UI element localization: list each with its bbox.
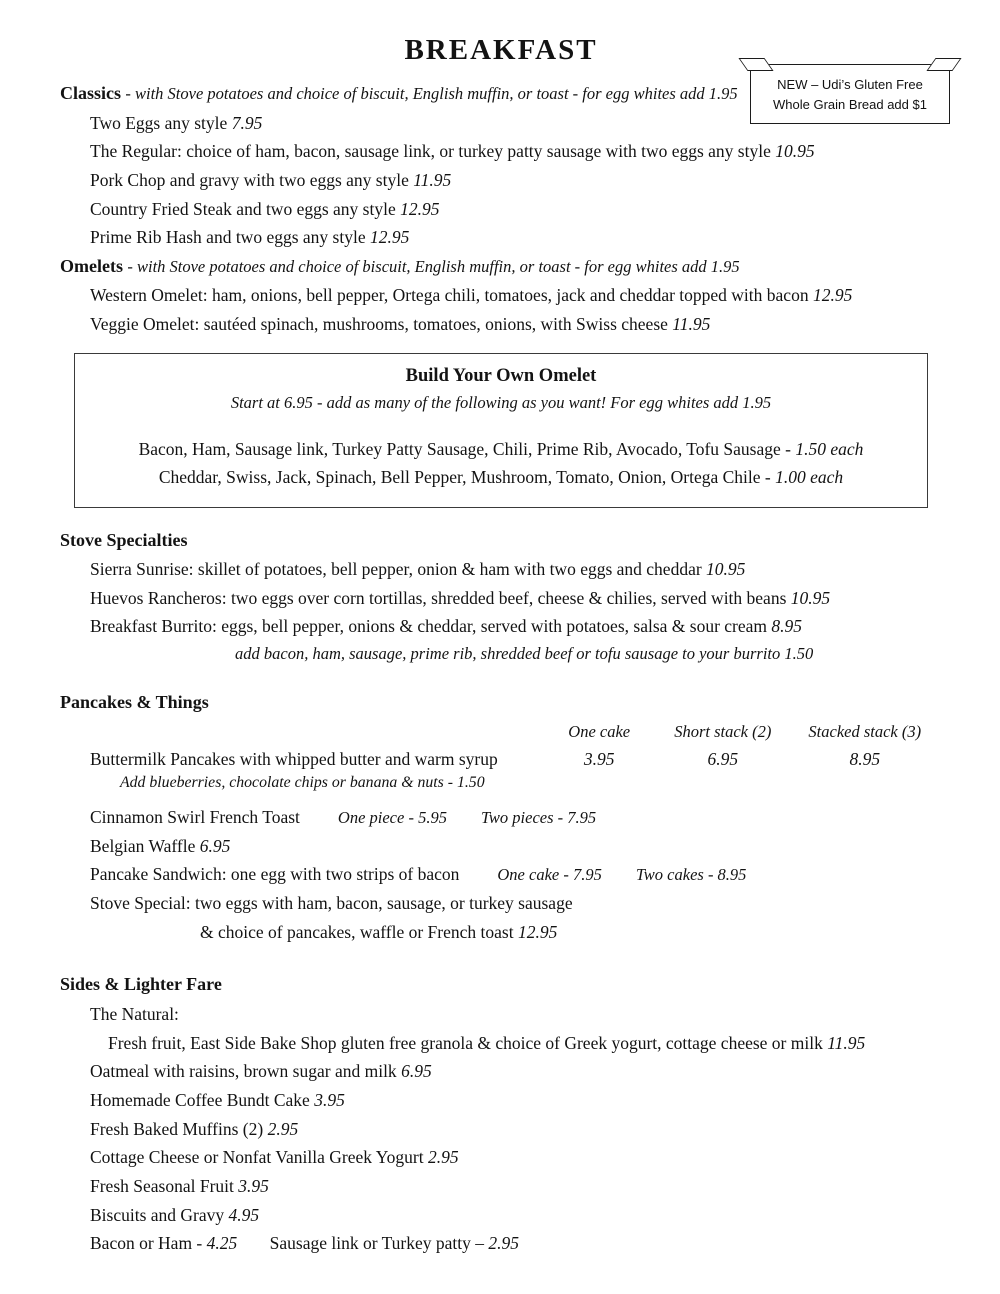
section-heading-stove-specialties: Stove Specialties [60,529,188,550]
item-text: Cottage Cheese or Nonfat Vanilla Greek Yogurt [90,1147,424,1168]
menu-item [90,1201,942,1230]
menu-item-french-toast [90,803,942,832]
menu-item [90,1057,942,1086]
menu-item [90,1086,942,1115]
section-heading-omelets: Omelets [60,255,123,276]
column-one-cake: One cake [568,722,631,742]
classics-note: - with Stove potatoes and choice of biscuit, English muffin, or toast - for egg whites add 1.95 [125,84,738,103]
menu-item [90,1172,942,1201]
banner-line-2: Whole Grain Bread add $1 [773,96,927,112]
item-price: 3.95 [314,1090,345,1111]
item-text: & choice of pancakes, waffle or French toast [200,921,514,942]
item-price: 2.95 [488,1233,520,1254]
item-price: 11.95 [827,1032,866,1053]
item-price: 2.95 [427,1147,459,1168]
item-text: Western Omelet: ham, onions, bell pepper, Ortega chili, tomatoes, jack and cheddar topped with bacon [90,285,809,306]
item-price-one-cake: 3.95 [583,749,615,770]
item-price: 11.95 [413,169,452,190]
menu-item [90,1115,942,1144]
item-price: 12.95 [369,227,410,248]
item-text: Bacon or Ham - [90,1233,203,1254]
menu-item-belgian-waffle [90,832,942,861]
item-text: Biscuits and Gravy [90,1204,225,1225]
item-text: Belgian Waffle [90,835,196,856]
item-price: 6.95 [401,1061,432,1082]
column-stacked-stack: Stacked stack (3) [808,722,922,742]
item-text: Oatmeal with raisins, brown sugar and milk [90,1061,397,1082]
menu-item [90,281,942,310]
addons-price: 1.50 each [795,438,864,459]
item-text: Breakfast Burrito: eggs, bell pepper, onions & cheddar, served with potatoes, salsa & sour cream [90,616,768,637]
addons-text: Bacon, Ham, Sausage link, Turkey Patty Sausage, Chili, Prime Rib, Avocado, Tofu Sausage - [138,438,791,459]
section-heading-pancakes: Pancakes & Things [60,691,209,712]
item-price: 12.95 [400,198,440,219]
section-heading-classics: Classics [60,83,122,103]
item-option-1: One piece - 5.95 [337,808,447,827]
menu-item [90,555,942,584]
omelets-heading-line [60,252,942,282]
item-text: Fresh Baked Muffins (2) [90,1118,264,1139]
item-price: 8.95 [771,616,803,637]
item-text: Huevos Rancheros: two eggs over corn tortillas, shredded beef, cheese & chilies, served with beans [90,587,787,608]
item-text: Cinnamon Swirl French Toast [90,807,300,827]
section-heading-sides: Sides & Lighter Fare [60,974,222,995]
item-price: 10.95 [775,141,815,162]
item-text: The Natural: [90,1003,179,1024]
build-your-own-omelet-box [74,353,928,508]
menu-item-pancake-sandwich [90,860,942,889]
the-natural-description [108,1029,942,1058]
item-price: 2.95 [267,1118,299,1139]
item-price: 4.95 [228,1204,260,1225]
menu-item-stove-special [90,889,942,918]
menu-item [90,223,942,252]
item-text: Homemade Coffee Bundt Cake [90,1090,310,1111]
menu-item [90,310,942,339]
menu-item [90,612,942,641]
box-note: Start at 6.95 - add as many of the following as you want! For egg whites add 1.95 [230,392,772,412]
item-text: Sausage link or Turkey patty – [269,1233,485,1254]
stove-special-continued [200,918,942,947]
item-price: 11.95 [672,314,711,335]
item-text: Fresh Seasonal Fruit [90,1176,234,1197]
banner-line-1: NEW – Udi’s Gluten Free [777,77,923,92]
pancake-price-columns-header [90,719,942,745]
item-text: Sierra Sunrise: skillet of potatoes, bell pepper, onion & ham with two eggs and cheddar [90,559,702,580]
menu-item [90,584,942,613]
menu-item [90,137,942,166]
item-price: 12.95 [517,921,558,942]
item-price: 6.95 [199,835,231,856]
menu-item [90,195,942,224]
menu-item-the-natural [90,1000,942,1029]
buttermilk-addons-note: Add blueberries, chocolate chips or banana & nuts - 1.50 [120,774,485,792]
item-text: Country Fried Steak and two eggs any style [90,198,396,219]
item-text: Two Eggs any style [90,112,228,133]
addons-text: Cheddar, Swiss, Jack, Spinach, Bell Pepper, Mushroom, Tomato, Onion, Ortega Chile - [158,466,771,487]
item-option-2: Two pieces - 7.95 [480,808,597,827]
item-price: 10.95 [790,587,831,608]
burrito-addons-note: add bacon, ham, sausage, prime rib, shredded beef or tofu sausage to your burrito 1.50 [235,644,814,664]
item-price-stacked-stack: 8.95 [849,749,881,770]
gluten-free-banner [750,64,950,124]
item-text: Prime Rib Hash and two eggs any style [90,227,366,248]
addons-price: 1.00 each [775,466,844,487]
item-price: 10.95 [706,559,746,580]
menu-item-bacon-or-ham [90,1229,942,1258]
box-addons-line-1 [83,435,919,463]
page-title: BREAKFAST [404,34,598,66]
item-price: 7.95 [231,112,263,133]
column-short-stack: Short stack (2) [674,722,772,742]
box-title: Build Your Own Omelet [405,365,597,386]
omelets-note: - with Stove potatoes and choice of biscuit, English muffin, or toast - for egg whites add 1.95 [127,256,740,276]
item-text: Pork Chop and gravy with two eggs any style [90,169,409,190]
item-price: 4.25 [206,1233,238,1254]
item-text: Stove Special: two eggs with ham, bacon, sausage, or turkey sausage [90,893,573,914]
item-text: The Regular: choice of ham, bacon, sausage link, or turkey patty sausage with two eggs any style [90,141,771,162]
menu-item [90,1143,942,1172]
item-price: 12.95 [812,285,853,306]
item-text: Buttermilk Pancakes with whipped butter and warm syrup [90,749,498,770]
menu-item [90,166,942,195]
item-text: Veggie Omelet: sautéed spinach, mushrooms, tomatoes, onions, with Swiss cheese [90,314,668,335]
item-price-short-stack: 6.95 [707,749,739,770]
item-text: Fresh fruit, East Side Bake Shop gluten free granola & choice of Greek yogurt, cottage cheese or milk [108,1032,823,1053]
item-option-1: One cake - 7.95 [497,865,602,885]
item-price: 3.95 [238,1176,269,1197]
menu-item-buttermilk-pancakes [90,745,942,773]
item-text: Pancake Sandwich: one egg with two strips of bacon [90,864,460,885]
column-spacer [90,719,540,745]
box-addons-line-2 [83,463,919,491]
item-option-2: Two cakes - 8.95 [635,865,747,885]
